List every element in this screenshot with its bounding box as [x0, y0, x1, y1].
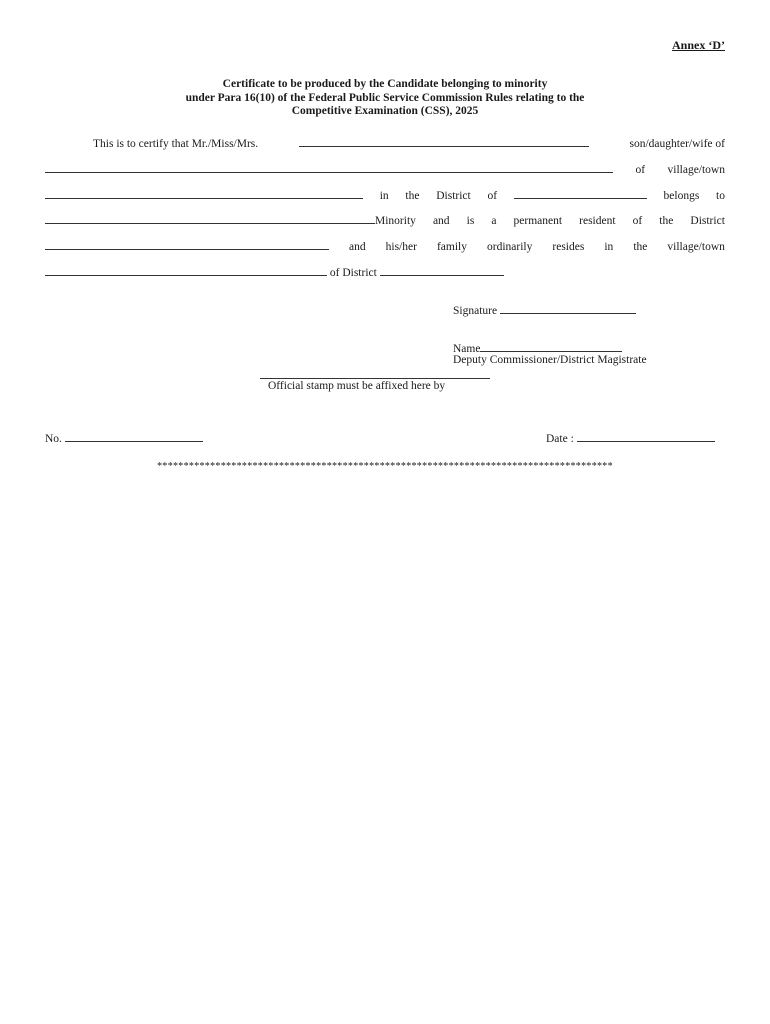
name-label: Name [453, 343, 481, 355]
signature-label: Signature [453, 305, 498, 317]
parent-name-blank[interactable] [45, 162, 613, 173]
word: and [432, 215, 450, 227]
word: is [466, 215, 475, 227]
certify-line-6 [45, 265, 504, 279]
district-text: District [436, 190, 471, 202]
official-stamp-text: Official stamp must be affixed here by [268, 380, 446, 392]
date-row [546, 431, 715, 445]
date-blank[interactable] [577, 431, 715, 442]
belongs-text: belongs [663, 190, 700, 202]
of-district-text: of District [329, 267, 377, 279]
word: a [491, 215, 497, 227]
of-text: of [487, 190, 498, 202]
name-row [453, 341, 622, 355]
word: ordinarily [487, 241, 533, 253]
minority-text: Minority [375, 215, 416, 227]
word: village/town [667, 241, 725, 253]
in-text: in [379, 190, 389, 202]
minority-blank[interactable] [45, 213, 375, 224]
word: of [632, 215, 643, 227]
date-label: Date : [546, 433, 574, 445]
certificate-title-line-1: Certificate to be produced by the Candidate belonging to minority [222, 78, 548, 90]
number-label: No. [45, 433, 62, 445]
certify-line-3 [45, 188, 725, 202]
signature-row [453, 303, 636, 317]
name-blank[interactable] [480, 341, 622, 352]
certify-intro-text: This is to certify that Mr./Miss/Mrs. [93, 138, 259, 150]
of-text: of [635, 164, 646, 176]
candidate-name-blank[interactable] [299, 136, 589, 147]
relation-text: son/daughter/wife of [629, 138, 725, 150]
word: the [659, 215, 674, 227]
word: and [349, 241, 366, 253]
village-town-text: village/town [667, 164, 725, 176]
word: in [604, 241, 614, 253]
number-blank[interactable] [65, 431, 203, 442]
number-row [45, 431, 203, 445]
district-blank[interactable] [514, 188, 647, 199]
asterisk-separator: ************************************************************************************** [157, 461, 613, 472]
residence-village-blank[interactable] [45, 265, 327, 276]
word: family [436, 241, 467, 253]
stamp-line [260, 378, 490, 379]
to-text: to [716, 190, 725, 202]
certify-line-5 [45, 239, 725, 253]
certify-line-4 [45, 213, 725, 227]
certificate-title-line-2: under Para 16(10) of the Federal Public Service Commission Rules relating to the [185, 92, 585, 104]
certificate-title-line-3: Competitive Examination (CSS), 2025 [291, 105, 479, 117]
word: his/her [385, 241, 417, 253]
the-text: the [405, 190, 420, 202]
annex-label: Annex ‘D’ [672, 38, 725, 52]
residence-district-blank[interactable] [380, 265, 504, 276]
word: resident [579, 215, 616, 227]
word: permanent [513, 215, 563, 227]
certify-line-2 [45, 162, 725, 176]
word: District [690, 215, 725, 227]
word: the [633, 241, 648, 253]
signature-blank[interactable] [500, 303, 636, 314]
certify-line-1 [45, 136, 725, 150]
resident-district-blank[interactable] [45, 239, 329, 250]
word: resides [552, 241, 585, 253]
village-blank[interactable] [45, 188, 363, 199]
designation: Deputy Commissioner/District Magistrate [453, 354, 647, 366]
